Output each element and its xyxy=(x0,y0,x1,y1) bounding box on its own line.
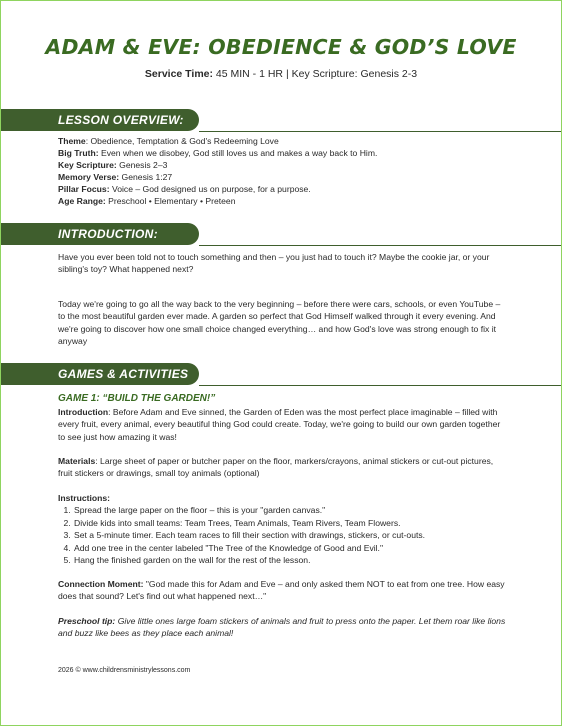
connection-label: Connection Moment: xyxy=(58,579,144,589)
section-divider xyxy=(199,131,561,132)
connection-moment xyxy=(58,578,508,603)
service-info-line xyxy=(1,68,561,80)
overview-value: Voice – God designed us on purpose, for a purpose. xyxy=(111,184,311,194)
overview-label: Key Scripture: xyxy=(58,160,117,170)
section-heading-games: GAMES & ACTIVITIES xyxy=(58,367,189,381)
game-introduction xyxy=(58,406,508,443)
instructions-label: Instructions: xyxy=(58,493,111,503)
materials-label: Materials xyxy=(58,456,96,466)
instruction-step: 1. Spread the large paper on the floor – this is your "garden canvas." xyxy=(73,504,508,516)
section-banner-games xyxy=(1,363,199,385)
game-1-title: GAME 1: “BUILD THE GARDEN!” xyxy=(58,393,216,404)
section-heading-introduction: INTRODUCTION: xyxy=(58,227,158,241)
introduction-paragraph-2: Today we're going to go all the way back to the very beginning – before there were cars, schools, or even YouTube – to the most beautiful garden ever made. A garden so perfect that God Himself walked through it every evening. And we're going to discover how one small choice changed everything… and how God's love was strong enough to fix it anyway xyxy=(58,299,501,347)
overview-label: Age Range: xyxy=(58,196,106,206)
section-divider xyxy=(199,245,561,246)
overview-row-pillar-focus xyxy=(58,183,508,195)
overview-row-age-range xyxy=(58,195,508,207)
overview-row-theme xyxy=(58,135,508,147)
overview-value: Obedience, Temptation & God's Redeeming Love xyxy=(90,136,279,146)
key-scripture-label: Key Scripture: xyxy=(291,68,358,80)
footer-copyright: 2026 © www.childrensministrylessons.com xyxy=(58,667,191,674)
instruction-step: 3. Set a 5-minute timer. Each team races to fill their section with drawings, stickers, or cut-outs. xyxy=(73,529,508,541)
separator: | xyxy=(285,68,289,80)
preschool-tip xyxy=(58,615,508,640)
game-materials xyxy=(58,455,508,480)
instruction-step: 5. Hang the finished garden on the wall for the rest of the lesson. xyxy=(73,554,508,566)
game-intro-label: Introduction xyxy=(58,407,109,417)
section-banner-overview xyxy=(1,109,199,131)
tip-text: Give little ones large foam stickers of animals and fruit to press onto the paper. Let them roar like lions and buzz like bees as they place each animal! xyxy=(58,616,506,639)
overview-sep: : xyxy=(85,136,91,146)
instruction-step: 2. Divide kids into small teams: Team Trees, Team Animals, Team Rivers, Team Flowers. xyxy=(73,517,508,529)
game-intro-text: : Before Adam and Eve sinned, the Garden of Eden was the most perfect place imaginable – filled with every fruit, every animal, every beautiful thing God could create. Today, we're going to build our own garden together to see just how amazing it was! xyxy=(58,407,501,442)
overview-value: Preschool • Elementary • Preteen xyxy=(108,196,236,206)
overview-row-memory-verse xyxy=(58,171,508,183)
service-time-label: Service Time: xyxy=(144,68,213,80)
instruction-steps xyxy=(58,504,508,566)
introduction-paragraph-1: Have you ever been told not to touch something and then – you just had to touch it? Maybe the cookie jar, or your sibling's toy? What happened next? xyxy=(58,252,490,275)
overview-value: Genesis 2–3 xyxy=(119,160,168,170)
overview-label: Theme xyxy=(58,136,86,146)
tip-label: Preschool tip: xyxy=(58,616,116,626)
overview-value: Even when we disobey, God still loves us and makes a way back to Him. xyxy=(100,148,378,158)
overview-label: Pillar Focus: xyxy=(58,184,110,194)
game-instructions xyxy=(58,492,508,566)
overview-row-big-truth xyxy=(58,147,508,159)
section-heading-overview: LESSON OVERVIEW: xyxy=(58,113,184,127)
overview-label: Memory Verse: xyxy=(58,172,120,182)
section-banner-introduction xyxy=(1,223,199,245)
overview-list xyxy=(58,135,508,207)
service-time-value: 45 MIN - 1 HR xyxy=(215,68,284,80)
overview-value: Genesis 1:27 xyxy=(121,172,173,182)
instruction-step: 4. Add one tree in the center labeled "The Tree of the Knowledge of Good and Evil." xyxy=(73,542,508,554)
materials-text: : Large sheet of paper or butcher paper on the floor, markers/crayons, animal stickers or cut-out pictures, fruit stickers or drawings, small toy animals (optional) xyxy=(58,456,494,479)
connection-text: "God made this for Adam and Eve – and only asked them NOT to eat from one tree. How easy does that sound? Let's find out what happened next…" xyxy=(58,579,505,602)
key-scripture-value: Genesis 2-3 xyxy=(360,68,418,80)
overview-label: Big Truth: xyxy=(58,148,99,158)
page-title: ADAM & EVE: OBEDIENCE & GOD’S LOVE xyxy=(45,35,517,59)
overview-row-key-scripture xyxy=(58,159,508,171)
section-divider xyxy=(199,385,561,386)
